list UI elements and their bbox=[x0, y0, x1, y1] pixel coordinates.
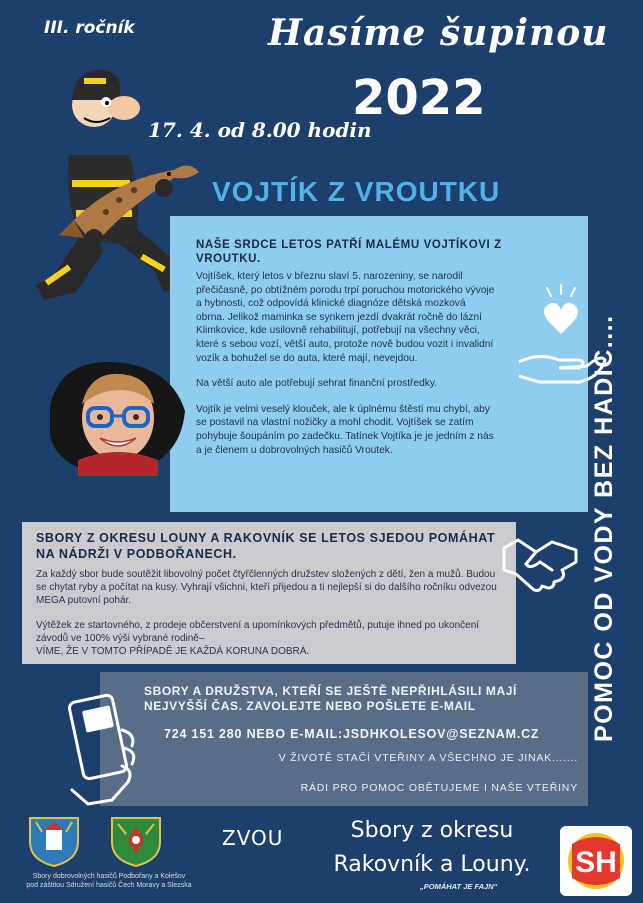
podborany-crest-icon bbox=[22, 812, 86, 868]
boy-photo bbox=[40, 356, 190, 476]
okres-body bbox=[36, 568, 506, 669]
organizers-line: Sbory z okresu bbox=[350, 818, 514, 843]
pomahat-motto: „POMÁHAT JE FAJN“ bbox=[420, 882, 498, 891]
organizers-line: Rakovník a Louny. bbox=[333, 852, 531, 877]
footer-caption-line: Sbory dobrovolných hasičů Podbořany a Kolešov bbox=[32, 873, 186, 880]
main-year: 2022 bbox=[352, 70, 486, 126]
contact-panel bbox=[100, 672, 588, 806]
footer-caption bbox=[4, 872, 214, 890]
story-body bbox=[196, 270, 496, 469]
okres-heading: SBORY Z OKRESU LOUNY A RAKOVNÍK SE LETOS SJEDOU POMÁHAT NA NÁDRŽI V PODBOŘANECH. bbox=[36, 531, 496, 561]
okres-panel bbox=[22, 522, 516, 664]
motto-line-1: V ŽIVOTĚ STAČÍ VTEŘINY A VŠECHNO JE JINAK....... bbox=[278, 752, 578, 764]
event-date: 17. 4. od 8.00 hodin bbox=[148, 118, 372, 142]
edition-label: III. ročník bbox=[44, 18, 135, 38]
handshake-icon bbox=[500, 530, 580, 594]
okres-paragraph: VÍME, ŽE V TOMTO PŘÍPADĚ JE KAŽDÁ KORUNA DOBRÁ. bbox=[36, 646, 310, 658]
heart-hand-icon bbox=[509, 282, 609, 392]
story-paragraph: Vojtík je velmi veselý klouček, ale k úplnému štěstí mu chybí, aby se postavil na vlastní nožičky a mohl chodit. Vojtíšek se zatím pohybuje šoupáním po zadečku. Tatínek Vojtíka je je jedním z nás a je členem u dobrovolných hasičů Vroutek. bbox=[196, 403, 494, 456]
sh-logo-icon bbox=[558, 824, 634, 898]
phone-hand-icon bbox=[62, 690, 142, 810]
vertical-slogan: POMOC OD VODY BEZ HADIC.... bbox=[590, 314, 618, 742]
okres-paragraph: Výtěžek ze startovného, z prodeje občerstvení a upomínkových předmětů, putuje ihned po ukončení závodů ve 100% výši vybrané rodině– bbox=[36, 619, 480, 644]
footer-caption-line: pod záštitou Sdružení hasičů Čech Moravy a Slezska bbox=[26, 882, 192, 889]
headline: VOJTÍK Z VROUTKU bbox=[212, 176, 501, 207]
kolesov-crest-icon bbox=[104, 812, 168, 868]
contact-heading: SBORY A DRUŽSTVA, KTEŘÍ SE JEŠTĚ NEPŘIHLÁSILI MAJÍ NEJVYŠŠÍ ČAS. ZAVOLEJTE NEBO POŠLETE E-MAIL bbox=[144, 684, 517, 713]
main-title: Hasíme šupinou bbox=[268, 12, 609, 54]
phone-email[interactable]: 724 151 280 NEBO E-MAIL:JSDHKOLESOV@SEZNAM.CZ bbox=[164, 727, 540, 741]
motto-line-2: RÁDI PRO POMOC OBĚTUJEME I NAŠE VTEŘINY bbox=[300, 782, 578, 794]
story-paragraph: Na větší auto ale potřebují sehrat finanční prostředky. bbox=[196, 378, 438, 390]
story-heading: NAŠE SRDCE LETOS PATŘÍ MALÉMU VOJTÍKOVI Z VROUTKU. bbox=[196, 239, 502, 265]
story-paragraph: Vojtíšek, který letos v březnu slaví 5. narozeniny, se narodil přečičasně, po obtížném porodu trpí poruchou motorického vývoje a hybnosti, což odpovídá klinické diagnóze dětská mozková obrna. Jelikož maminka se synkem jezdí dvakrát ročně do lázní Klimkovice, kde usilovně rehabilitují, potřebují na všechny věci, které s sebou vozí, větší auto, protože nově budou vozit i invalidní vozík a bohužel se do auta, které mají, nevejdou. bbox=[196, 271, 495, 364]
okres-paragraph: Za každý sbor bude soutěžit libovolný počet čtyřčlenných družstev složených z dětí, žen a mužů. Budou se chytat ryby a počítat na kusy. Vyhrají všichni, kteří přijedou a ti nejlepší si do dalšího ročníku odvezou MEGA putovní pohár. bbox=[36, 569, 497, 607]
organizers bbox=[312, 814, 552, 882]
sh-logo-text: SH bbox=[575, 846, 617, 879]
invite-label: ZVOU bbox=[222, 826, 284, 850]
